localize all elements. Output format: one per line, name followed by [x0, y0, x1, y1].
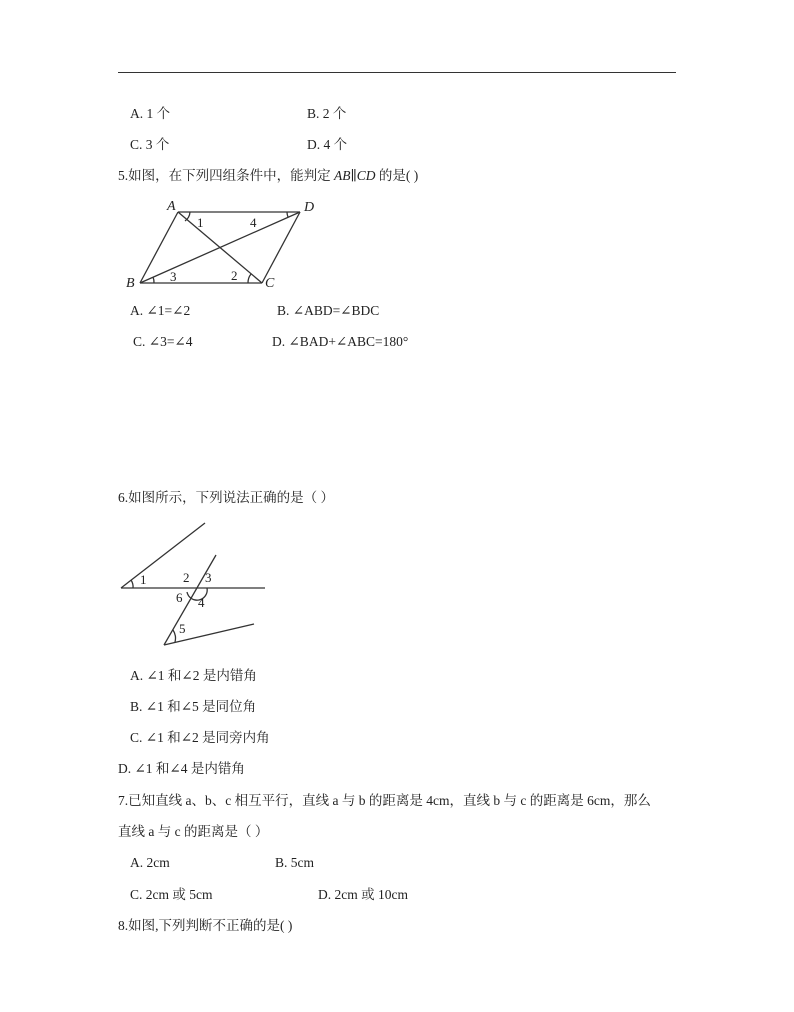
q5-option-a[interactable]: A. ∠1=∠2 [130, 303, 191, 318]
q6-angle-4: 4 [198, 595, 205, 610]
q7-question-line2: 直线 a 与 c 的距离是（ ） [118, 824, 269, 839]
q5-label-A: A [167, 199, 176, 214]
q6-angle-6: 6 [176, 590, 183, 605]
q7-option-a[interactable]: A. 2cm [130, 855, 170, 870]
q5-label-C: C [265, 276, 275, 291]
q4-option-b[interactable]: B. 2 个 [307, 106, 347, 121]
q7-option-c[interactable]: C. 2cm 或 5cm [130, 887, 213, 902]
q7-option-d[interactable]: D. 2cm 或 10cm [318, 887, 408, 902]
q5-angle-2: 2 [231, 268, 238, 283]
q6-angle-1: 1 [140, 572, 147, 587]
q5-question-suffix: 的是( ) [375, 168, 419, 183]
q6-option-d[interactable]: D. ∠1 和∠4 是内错角 [118, 761, 245, 776]
q6-question: 6.如图所示，下列说法正确的是（ ） [118, 490, 334, 505]
q6-angle-3: 3 [205, 570, 212, 585]
q6-angle-2: 2 [183, 570, 190, 585]
q5-question-prefix: 5.如图，在下列四组条件中，能判定 [118, 168, 334, 183]
q4-option-a[interactable]: A. 1 个 [130, 106, 171, 121]
q5-option-d[interactable]: D. ∠BAD+∠ABC=180° [272, 334, 409, 349]
q5-label-D: D [304, 200, 315, 215]
q5-angle-3: 3 [170, 269, 177, 284]
q5-line-ab: AB [334, 168, 351, 183]
q5-line-cd: CD [356, 168, 376, 183]
q4-option-c[interactable]: C. 3 个 [130, 137, 170, 152]
q5-parallel-symbol: ∥ [350, 168, 357, 183]
q6-option-b[interactable]: B. ∠1 和∠5 是同位角 [130, 699, 257, 714]
q8-question: 8.如图,下列判断不正确的是( ) [118, 918, 293, 933]
q6-option-a[interactable]: A. ∠1 和∠2 是内错角 [130, 668, 257, 683]
q5-option-c[interactable]: C. ∠3=∠4 [133, 334, 193, 349]
q6-option-c[interactable]: C. ∠1 和∠2 是同旁内角 [130, 730, 270, 745]
q7-option-b[interactable]: B. 5cm [275, 855, 314, 870]
q5-label-B: B [126, 276, 135, 291]
q6-angle-5: 5 [179, 621, 186, 636]
q4-option-d[interactable]: D. 4 个 [307, 137, 348, 152]
q5-angle-4: 4 [250, 215, 257, 230]
q5-option-b[interactable]: B. ∠ABD=∠BDC [277, 303, 380, 318]
q5-angle-1: 1 [197, 215, 204, 230]
q7-question-line1: 7.已知直线 a、b、c 相互平行，直线 a 与 b 的距离是 4cm，直线 b 与 c 的距离是 6cm，那么 [118, 793, 651, 808]
